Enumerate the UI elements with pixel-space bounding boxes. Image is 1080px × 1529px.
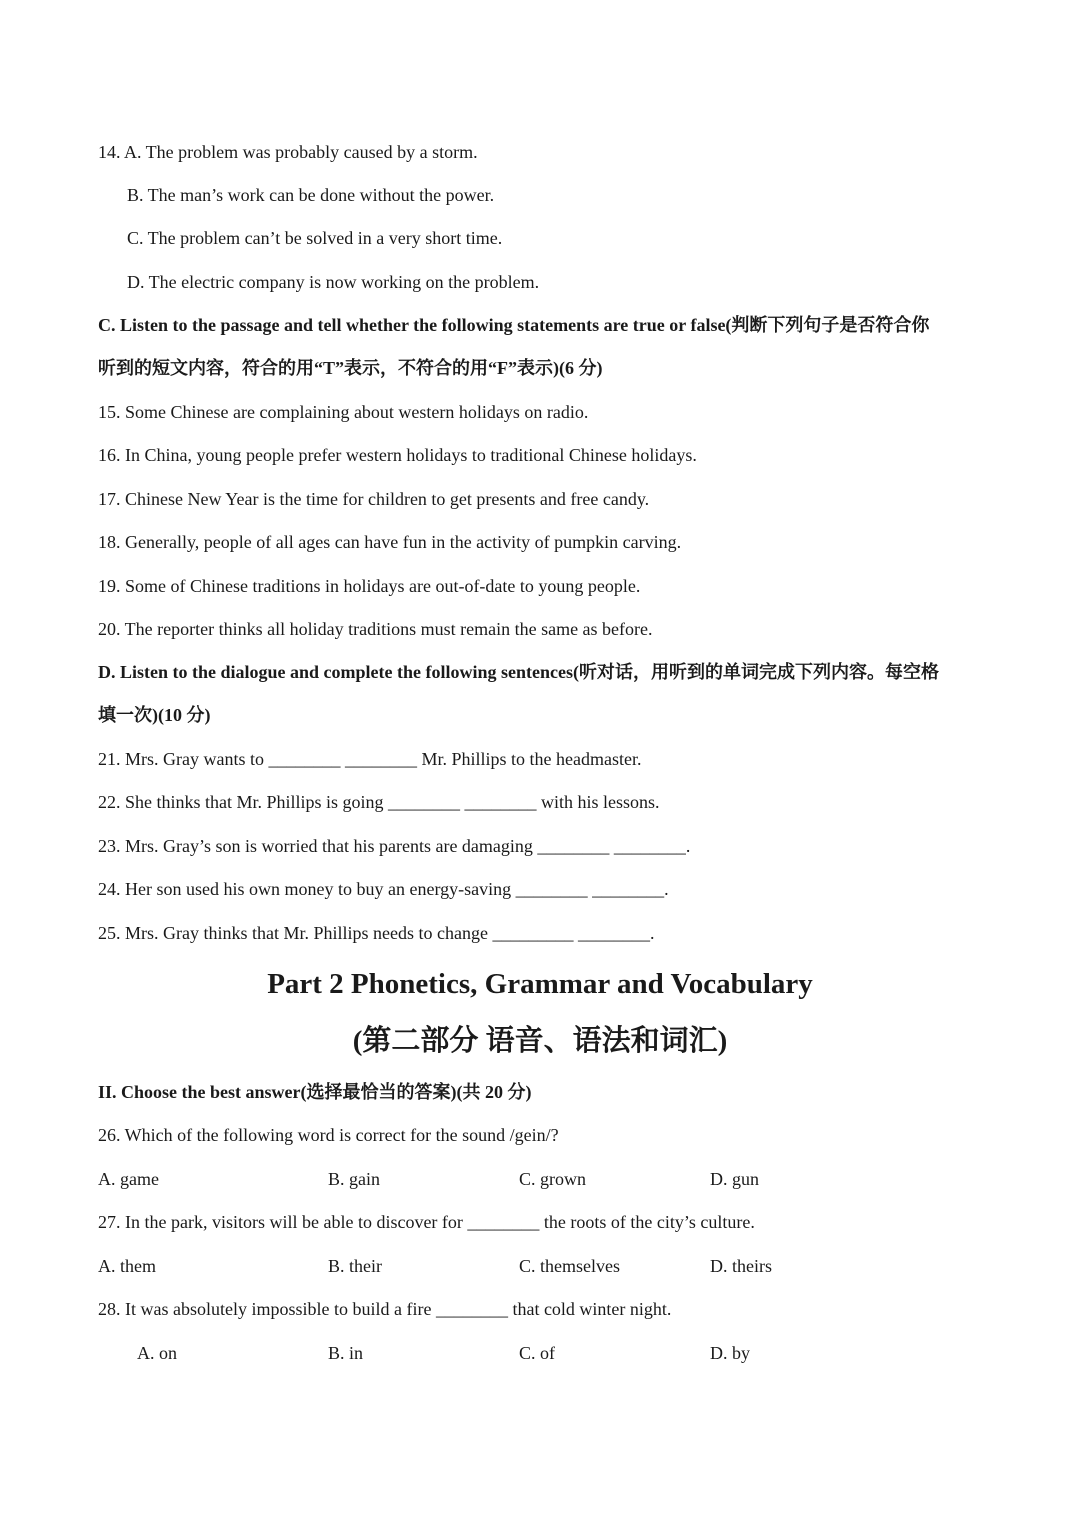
fill-23: 23. Mrs. Gray’s son is worried that his parents are damaging ________ ________.	[98, 836, 691, 856]
statement-16: 16. In China, young people prefer western holidays to traditional Chinese holidays.	[98, 445, 697, 465]
fill-21: 21. Mrs. Gray wants to ________ ________ Mr. Phillips to the headmaster.	[98, 749, 642, 769]
fill-22: 22. She thinks that Mr. Phillips is going ________ ________ with his lessons.	[98, 792, 660, 812]
statement-18: 18. Generally, people of all ages can have fun in the activity of pumpkin carving.	[98, 532, 682, 552]
q26-option-d: D. gun	[710, 1169, 759, 1189]
section-d-heading-line2: 填一次)(10 分)	[98, 705, 211, 725]
q14-option-b: B. The man’s work can be done without the power.	[127, 185, 495, 205]
q26-stem: 26. Which of the following word is correct for the sound /gein/?	[98, 1125, 559, 1145]
q28-option-a: A. on	[137, 1343, 177, 1363]
fill-24: 24. Her son used his own money to buy an energy-saving ________ ________.	[98, 879, 669, 899]
section-c-heading-line1: C. Listen to the passage and tell whether the following statements are true or false(判断下列句子是否符合你	[98, 315, 930, 335]
statement-19: 19. Some of Chinese traditions in holidays are out-of-date to young people.	[98, 576, 641, 596]
q27-option-d: D. theirs	[710, 1256, 772, 1276]
section-c-heading-line2: 听到的短文内容，符合的用“T”表示，不符合的用“F”表示)(6 分)	[98, 358, 603, 378]
q27-option-a: A. them	[98, 1256, 156, 1276]
q26-option-c: C. grown	[519, 1169, 586, 1189]
statement-17: 17. Chinese New Year is the time for children to get presents and free candy.	[98, 489, 650, 509]
q14-option-d: D. The electric company is now working on the problem.	[127, 272, 540, 292]
section-ii-heading: II. Choose the best answer(选择最恰当的答案)(共 20 分)	[98, 1082, 532, 1102]
q26-option-b: B. gain	[328, 1169, 380, 1189]
part2-title: Part 2 Phonetics, Grammar and Vocabulary	[267, 968, 813, 1000]
part2-subtitle: (第二部分 语音、语法和词汇)	[352, 1025, 728, 1057]
section-d-heading-line1: D. Listen to the dialogue and complete the following sentences(听对话，用听到的单词完成下列内容。每空格	[98, 662, 939, 682]
q27-option-c: C. themselves	[519, 1256, 620, 1276]
q28-option-b: B. in	[328, 1343, 364, 1363]
q14-option-c: C. The problem can’t be solved in a very short time.	[127, 228, 503, 248]
q27-option-b: B. their	[328, 1256, 382, 1276]
statement-20: 20. The reporter thinks all holiday traditions must remain the same as before.	[98, 619, 653, 639]
q28-option-c: C. of	[519, 1343, 555, 1363]
q14-option-a: 14. A. The problem was probably caused by a storm.	[98, 142, 478, 162]
fill-25: 25. Mrs. Gray thinks that Mr. Phillips needs to change _________ ________.	[98, 923, 655, 943]
q28-stem: 28. It was absolutely impossible to build a fire ________ that cold winter night.	[98, 1299, 672, 1319]
q27-stem: 27. In the park, visitors will be able to discover for ________ the roots of the city’s culture.	[98, 1212, 755, 1232]
q26-option-a: A. game	[98, 1169, 159, 1189]
q28-option-d: D. by	[710, 1343, 750, 1363]
statement-15: 15. Some Chinese are complaining about western holidays on radio.	[98, 402, 589, 422]
